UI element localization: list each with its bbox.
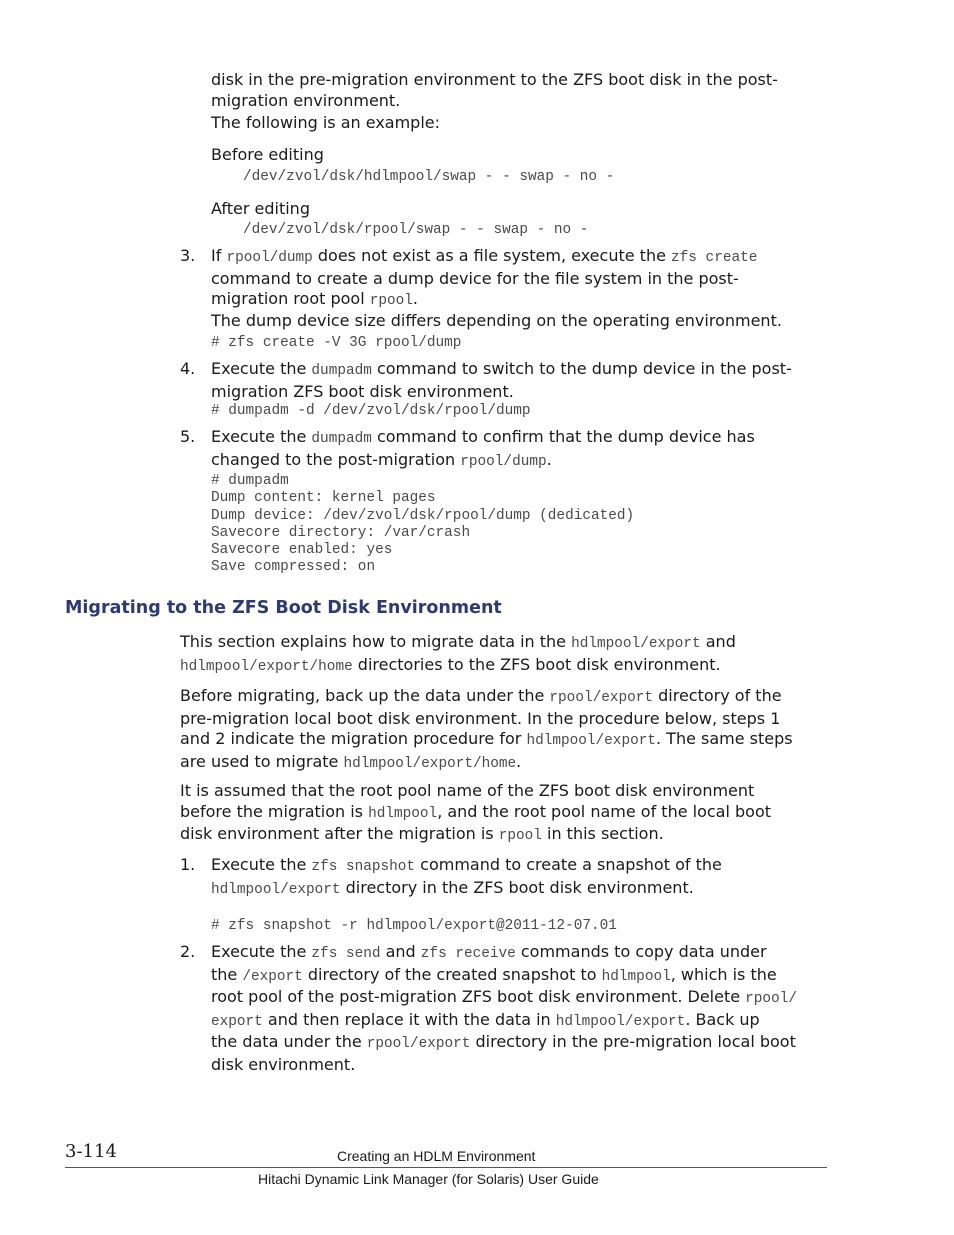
- text: are used to migrate: [180, 751, 344, 771]
- before-editing-code: /dev/zvol/dsk/hdlmpool/swap - - swap - no -: [243, 169, 615, 185]
- text: , which is the: [670, 964, 777, 984]
- inline-code: dumpadm: [311, 363, 372, 379]
- step-5-code: # dumpadm Dump content: kernel pages Dump device: /dev/zvol/dsk/rpool/dump (dedicated) Savecore directory: /var/crash Savecore enabled: yes Save compressed: on: [211, 473, 635, 576]
- text: changed to the post-migration: [211, 449, 461, 469]
- footer-book-title: Hitachi Dynamic Link Manager (for Solaris) User Guide: [258, 1171, 599, 1187]
- inline-code: zfs receive: [420, 946, 516, 962]
- text: and: [380, 942, 421, 961]
- text: the: [211, 964, 243, 984]
- text: root pool of the post-migration ZFS boot disk environment. Delete: [211, 987, 746, 1007]
- before-editing-label: [211, 145, 831, 166]
- inline-code: rpool/: [745, 991, 797, 1008]
- intro-line: disk in the pre-migration environment to the ZFS boot disk in the post-: [211, 70, 778, 89]
- text: This section explains how to migrate data in the: [180, 632, 572, 651]
- step-text: [211, 359, 830, 402]
- inline-code: hdlmpool: [601, 968, 671, 985]
- text: .: [412, 289, 419, 309]
- text: If: [211, 246, 227, 265]
- inline-code: rpool: [369, 293, 413, 310]
- text: command to switch to the dump device in the post-: [371, 359, 792, 378]
- text: commands to copy data under: [515, 942, 767, 961]
- step-text: [211, 427, 830, 472]
- text: . Back up: [685, 1009, 760, 1029]
- inline-code: zfs send: [311, 946, 381, 962]
- inline-code: rpool: [498, 828, 542, 845]
- text: It is assumed that the root pool name of the ZFS boot disk environment: [180, 781, 755, 800]
- footer-divider: [65, 1167, 827, 1168]
- inline-code: dumpadm: [311, 431, 372, 447]
- step-number: 2.: [180, 942, 196, 961]
- text: , and the root pool name of the local boot: [437, 801, 772, 821]
- step-text: [211, 246, 830, 312]
- after-editing-code: /dev/zvol/dsk/rpool/swap - - swap - no -: [243, 222, 589, 238]
- inline-code: rpool/export: [366, 1036, 471, 1053]
- migration-step-2: [180, 942, 830, 1076]
- step-number: 3.: [180, 246, 196, 265]
- intro-paragraph: [211, 70, 831, 111]
- example-intro: [211, 113, 831, 134]
- step-number: 1.: [180, 855, 196, 874]
- text: Execute the: [211, 359, 312, 378]
- footer-chapter-title: Creating an HDLM Environment: [337, 1148, 536, 1164]
- text: and: [700, 632, 736, 651]
- inline-code: rpool/dump: [226, 250, 313, 266]
- step-3: [180, 246, 830, 312]
- note-text: The dump device size differs depending on the operating environment.: [211, 311, 782, 330]
- text: the data under the: [211, 1032, 367, 1052]
- page-number: 3-114: [65, 1141, 117, 1162]
- text: .: [516, 751, 522, 771]
- migration-step-1-code: # zfs snapshot -r hdlmpool/export@2011-12-07.01: [211, 918, 617, 934]
- section-paragraph-3: [180, 781, 830, 847]
- inline-code: hdlmpool/export/home: [180, 658, 353, 675]
- inline-code: zfs create: [671, 250, 758, 266]
- step-5: [180, 427, 830, 472]
- text: before the migration is: [180, 801, 369, 821]
- step-text: [211, 855, 830, 900]
- text: disk environment after the migration is: [180, 824, 499, 844]
- inline-code: hdlmpool/export: [555, 1013, 686, 1030]
- step-text: [211, 942, 830, 1076]
- text: command to create a dump device for the file system in the post-: [211, 268, 739, 288]
- text: Execute the: [211, 855, 312, 874]
- inline-code: hdlmpool/export: [571, 636, 701, 652]
- text: directory in the pre-migration local boot: [470, 1032, 796, 1052]
- inline-code: export: [211, 1013, 263, 1030]
- inline-code: rpool/export: [549, 690, 654, 706]
- text: in this section.: [541, 824, 664, 844]
- inline-code: hdlmpool/export/home: [343, 755, 517, 772]
- step-4: [180, 359, 830, 402]
- step-3-code: # zfs create -V 3G rpool/dump: [211, 335, 462, 351]
- text: Execute the: [211, 427, 312, 446]
- intro-line: migration environment.: [211, 90, 401, 110]
- text: directory in the ZFS boot disk environment.: [340, 877, 694, 897]
- text: and 2 indicate the migration procedure for: [180, 729, 527, 749]
- after-label-text: After editing: [211, 199, 310, 218]
- text: does not exist as a file system, execute the: [312, 246, 672, 265]
- inline-code: rpool/dump: [460, 453, 547, 470]
- text: . The same steps: [656, 729, 793, 749]
- migration-step-1: [180, 855, 830, 900]
- before-label-text: Before editing: [211, 145, 324, 164]
- inline-code: hdlmpool/export: [526, 733, 656, 750]
- text: .: [546, 449, 552, 469]
- section-paragraph-2: [180, 686, 830, 774]
- step-3-note: [211, 311, 831, 332]
- section-paragraph-1: [180, 632, 830, 677]
- inline-code: /export: [242, 968, 303, 985]
- inline-code: hdlmpool/export: [211, 881, 341, 898]
- text: disk environment.: [211, 1054, 356, 1074]
- step-4-code: # dumpadm -d /dev/zvol/dsk/rpool/dump: [211, 403, 531, 419]
- text: command to confirm that the dump device has: [371, 427, 755, 446]
- text: command to create a snapshot of the: [415, 855, 722, 874]
- text: and then replace it with the data in: [262, 1009, 556, 1029]
- step-number: 4.: [180, 359, 196, 378]
- text: Execute the: [211, 942, 312, 961]
- text: pre-migration local boot disk environment. In the procedure below, steps 1: [180, 708, 781, 728]
- inline-code: zfs snapshot: [311, 859, 416, 875]
- text: directory of the: [653, 686, 782, 705]
- after-editing-label: [211, 199, 831, 220]
- text: directories to the ZFS boot disk environment.: [352, 654, 721, 674]
- example-intro-text: The following is an example:: [211, 113, 441, 132]
- inline-code: hdlmpool: [368, 805, 438, 822]
- text: directory of the created snapshot to: [302, 964, 602, 984]
- text: migration ZFS boot disk environment.: [211, 381, 514, 401]
- text: migration root pool: [211, 289, 370, 309]
- text: Before migrating, back up the data under the: [180, 686, 550, 705]
- step-number: 5.: [180, 427, 196, 446]
- section-heading: Migrating to the ZFS Boot Disk Environment: [65, 598, 502, 618]
